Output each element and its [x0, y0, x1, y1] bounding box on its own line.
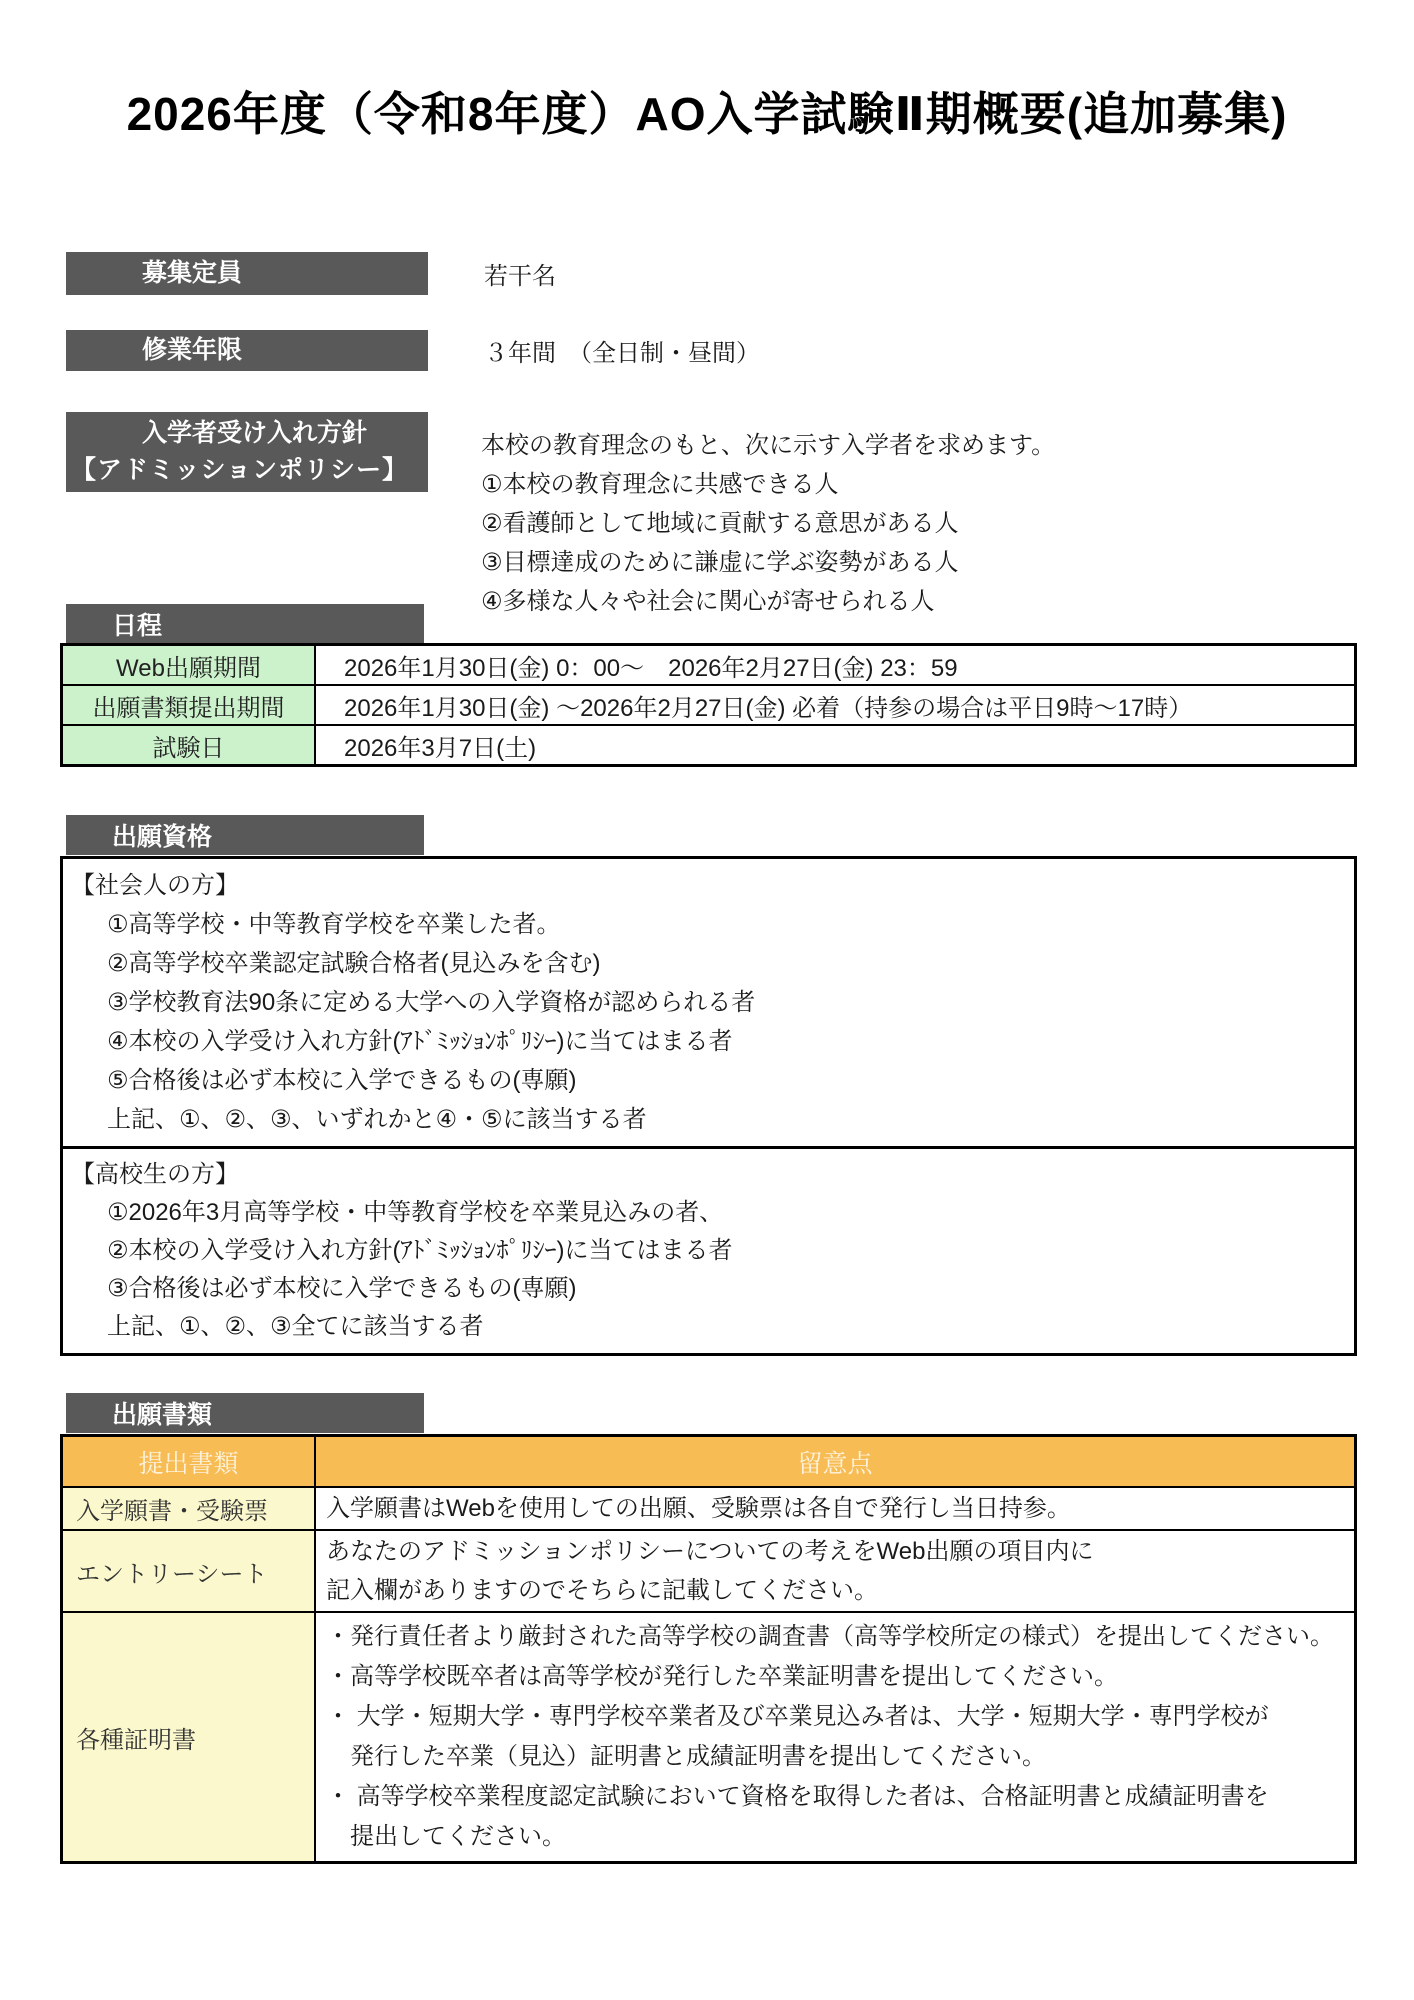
- eligibility-item: ②高等学校卒業認定試験合格者(見込みを含む): [107, 950, 601, 977]
- table-row: [63, 1611, 1354, 1861]
- eligibility-item: ⑤合格後は必ず本校に入学できるもの(専願): [107, 1067, 577, 1094]
- eligibility-section-high-school: [63, 1146, 1354, 1353]
- label-box-admission-policy: [66, 412, 428, 492]
- section-header-eligibility: 出願資格: [66, 815, 424, 855]
- note-line: あなたのアドミッションポリシーについての考えをWeb出願の項目内に: [326, 1538, 1094, 1565]
- label-study-period: 修業年限: [142, 336, 243, 364]
- eligibility-item: 上記、①、②、③全てに該当する者: [107, 1313, 484, 1340]
- note-line: ・高等学校既卒者は高等学校が発行した卒業証明書を提出してください。: [326, 1663, 1118, 1690]
- note-line: ・発行責任者より厳封された高等学校の調査書（高等学校所定の様式）を提出してください。: [326, 1623, 1334, 1650]
- label-box-recruitment-capacity: [66, 252, 428, 295]
- policy-item-4: ④多様な人々や社会に関心が寄せられる人: [481, 588, 935, 615]
- schedule-label-exam-date: 試験日: [63, 726, 316, 764]
- documents-notes-application-form: [316, 1488, 1354, 1529]
- section-header-schedule: 日程: [66, 604, 424, 644]
- note-line: 提出してください。: [326, 1823, 566, 1850]
- table-row: [63, 684, 1354, 724]
- policy-intro: 本校の教育理念のもと、次に示す入学者を求めます。: [481, 432, 1056, 459]
- label-recruitment-capacity: 募集定員: [142, 259, 243, 287]
- table-row: [63, 724, 1354, 764]
- eligibility-item: ③学校教育法90条に定める大学への入学資格が認められる者: [107, 989, 756, 1016]
- eligibility-item: ③合格後は必ず本校に入学できるもの(専願): [107, 1275, 577, 1302]
- documents-label-certificates: 各種証明書: [63, 1613, 316, 1861]
- eligibility-box: [60, 856, 1357, 1356]
- table-row: [63, 646, 1354, 684]
- documents-notes-certificates: [316, 1613, 1354, 1861]
- eligibility-item: ④本校の入学受け入れ方針(ｱﾄﾞﾐｯｼｮﾝﾎﾟﾘｼｰ)に当てはまる者: [107, 1028, 733, 1055]
- documents-header-row: [63, 1437, 1354, 1486]
- eligibility-item: ①2026年3月高等学校・中等教育学校を卒業見込みの者、: [107, 1199, 724, 1226]
- eligibility-item: ②本校の入学受け入れ方針(ｱﾄﾞﾐｯｼｮﾝﾎﾟﾘｼｰ)に当てはまる者: [107, 1237, 733, 1264]
- policy-item-1: ①本校の教育理念に共感できる人: [481, 471, 839, 498]
- schedule-label-web-application: Web出願期間: [63, 646, 316, 684]
- eligibility-section-adults: [63, 859, 1354, 1146]
- eligibility-heading: 【高校生の方】: [71, 1161, 239, 1188]
- documents-col-header-notes: 留意点: [797, 1449, 873, 1478]
- documents-notes-entry-sheet: [316, 1531, 1354, 1611]
- table-row: [63, 1486, 1354, 1529]
- schedule-value-exam-date: 2026年3月7日(土): [344, 734, 537, 762]
- page-title: 2026年度（令和8年度）AO入学試験Ⅱ期概要(追加募集): [126, 88, 1288, 140]
- section-header-documents: 出願書類: [66, 1393, 424, 1433]
- policy-item-3: ③目標達成のために謙虚に学ぶ姿勢がある人: [481, 549, 959, 576]
- documents-label-application-form: 入学願書・受験票: [63, 1488, 316, 1529]
- table-row: [63, 1529, 1354, 1611]
- value-study-period: ３年間 （全日制・昼間）: [484, 340, 760, 367]
- schedule-value-web-application: 2026年1月30日(金) 0：00～ 2026年2月27日(金) 23：59: [344, 654, 958, 682]
- label-admission-policy-sub: 【アドミッションポリシー】: [71, 456, 409, 484]
- note-line: 発行した卒業（見込）証明書と成績証明書を提出してください。: [326, 1743, 1046, 1770]
- note-line: 記入欄がありますのでそちらに記載してください。: [326, 1577, 878, 1604]
- value-recruitment-capacity: 若干名: [484, 263, 556, 290]
- documents-col-header-submitted: 提出書類: [63, 1437, 316, 1486]
- schedule-label-document-submission: 出願書類提出期間: [63, 686, 316, 724]
- documents-table: [60, 1434, 1357, 1864]
- eligibility-heading: 【社会人の方】: [71, 872, 239, 899]
- note-line: 入学願書はWebを使用しての出願、受験票は各自で発行し当日持参。: [326, 1494, 1071, 1522]
- admission-policy-text: [481, 426, 1055, 621]
- label-admission-policy: 入学者受け入れ方針: [142, 419, 368, 447]
- eligibility-item: 上記、①、②、③、いずれかと④・⑤に該当する者: [107, 1106, 647, 1133]
- schedule-value-document-submission: 2026年1月30日(金) ～2026年2月27日(金) 必着（持参の場合は平日9時～17時）: [344, 694, 1193, 722]
- documents-label-entry-sheet: エントリーシート: [63, 1531, 316, 1611]
- policy-item-2: ②看護師として地域に貢献する意思がある人: [481, 510, 959, 537]
- schedule-table: [60, 643, 1357, 767]
- note-line: ・ 大学・短期大学・専門学校卒業者及び卒業見込み者は、大学・短期大学・専門学校が: [326, 1703, 1269, 1730]
- label-box-study-period: [66, 330, 428, 371]
- note-line: ・ 高等学校卒業程度認定試験において資格を取得した者は、合格証明書と成績証明書を: [326, 1783, 1269, 1810]
- eligibility-item: ①高等学校・中等教育学校を卒業した者。: [107, 911, 561, 938]
